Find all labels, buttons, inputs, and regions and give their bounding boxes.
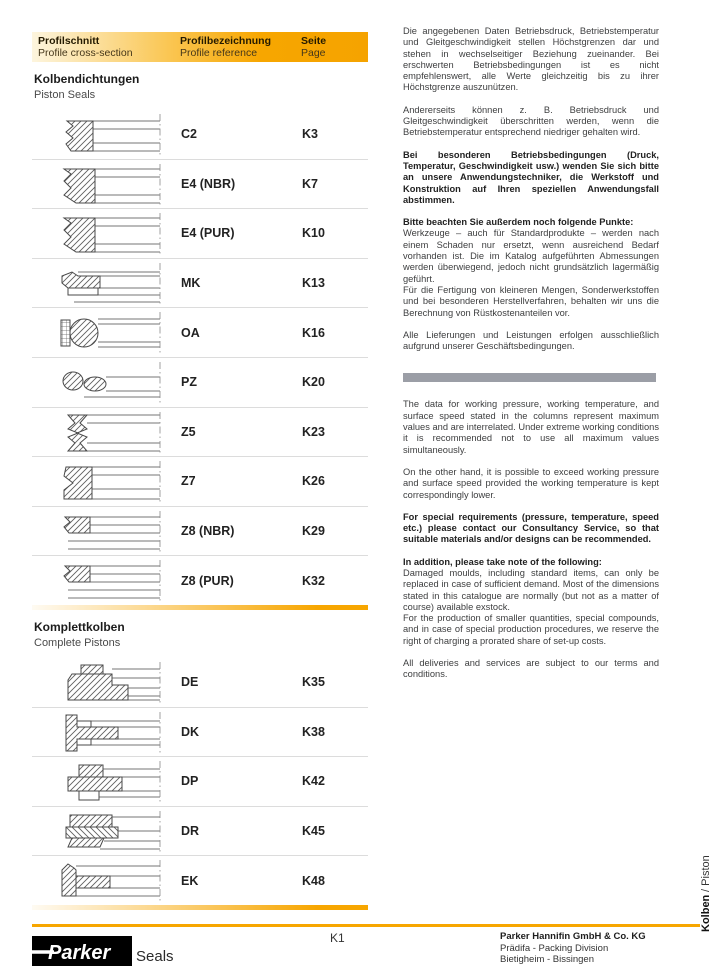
- paragraph-de: Werkzeuge – auch für Standardprodukte – werden nach einem Schaden nur ersetzt, wenn ausreichend Bedarf vorhanden ist. Die im Katalog aufgeführten Abmessungen werden überwiegend, jedoch nicht grundsätzlich lagermäßig geführt.: [403, 228, 659, 284]
- header-label-en: Profile cross-section: [38, 47, 133, 59]
- section-title-en: Complete Pistons: [34, 636, 121, 649]
- company-city: Bietigheim - Bissingen: [500, 954, 594, 965]
- company-division: Prädifa - Packing Division: [500, 942, 609, 954]
- cross-section-drawing-icon: [54, 410, 166, 456]
- cross-section-drawing-icon: [54, 261, 166, 307]
- section-title-en: Piston Seals: [34, 89, 96, 101]
- table-row: [32, 708, 368, 758]
- notes-column: [403, 26, 659, 692]
- header-label-en: Profile reference: [180, 47, 258, 59]
- paragraph-en-heading: In addition, please take note of the following:: [403, 556, 602, 567]
- cross-section-drawing-icon: [54, 310, 166, 356]
- paragraph-en-bold: For special requirements (pressure, temperature, speed etc.) please contact our Consultancy Service, so that suitable materials and/or designs can be recommended.: [403, 511, 659, 545]
- cross-section-drawing-icon: [54, 660, 166, 706]
- table-row: [32, 358, 368, 408]
- page-reference: K45: [302, 824, 325, 839]
- page-number: K1: [330, 931, 345, 945]
- section-heading-piston-seals: [34, 72, 368, 101]
- profile-reference: MK: [181, 276, 201, 291]
- paragraph-de: Die angegebenen Daten Betriebsdruck, Betriebstemperatur und Gleitgeschwindigkeit stellen Höchstgrenzen dar und stehen in wechselseitiger Beziehung zueinander. Bei erschwerten Betriebsbedingungen ist es nicht empfehlenswert, alle Werte gleichzeitig bis zu ihrer Höchstgrenze auszunützen.: [403, 26, 659, 93]
- paragraph-de: Alle Lieferungen und Leistungen erfolgen ausschließlich aufgrund unserer Geschäftsbedingungen.: [403, 329, 659, 352]
- cross-section-drawing-icon: [54, 710, 166, 756]
- profile-reference: DE: [181, 675, 199, 690]
- piston-seals-table: [32, 110, 368, 605]
- chapter-tab-label-en: / Piston: [700, 854, 712, 895]
- page-reference: K48: [302, 873, 325, 888]
- profile-reference: Z7: [181, 474, 196, 489]
- section-title-de: Kolbendichtungen: [34, 72, 140, 86]
- page-reference: K3: [302, 127, 318, 142]
- cross-section-drawing-icon: [54, 509, 166, 555]
- table-row: [32, 658, 368, 708]
- cross-section-drawing-icon: [54, 162, 166, 208]
- page-reference: K42: [302, 774, 325, 789]
- page-reference: K13: [302, 276, 325, 291]
- profile-reference: Z8 (PUR): [181, 573, 234, 588]
- paragraph-de-bold: Bei besonderen Betriebsbedingungen (Druck, Temperatur, Geschwindigkeit usw.) wenden Sie sich bitte an unsere Anwendungstechniker, die Werkstoff und Konstruktion auf Ihren speziellen Anwendungsfall abstimmen.: [403, 149, 659, 205]
- cross-section-drawing-icon: [54, 809, 166, 855]
- header-label-en: Page: [301, 47, 326, 59]
- page-reference: K35: [302, 675, 325, 690]
- page-reference: K16: [302, 325, 325, 340]
- profile-reference: C2: [181, 127, 197, 142]
- profile-reference: E4 (PUR): [181, 226, 235, 241]
- paragraph-en: On the other hand, it is possible to exceed working pressure and surface speed provided the working temperature is kept correspondingly lower.: [403, 466, 659, 500]
- complete-pistons-table: [32, 658, 368, 905]
- company-address-block: [500, 931, 646, 966]
- cross-section-drawing-icon: [54, 360, 166, 406]
- svg-text:Parker: Parker: [48, 942, 111, 964]
- header-label-de: Profilbezeichnung: [180, 35, 272, 47]
- paragraph-en: Damaged moulds, including standard items, can only be replaced in case of sufficient demand. Most of the dimensions stated in this catalogue are normally (but not as a matter of course) available exstock.: [403, 567, 659, 612]
- profile-reference: Z5: [181, 424, 196, 439]
- logo-suffix-label: Seals: [136, 948, 174, 965]
- table-row: [32, 308, 368, 358]
- page-reference: K10: [302, 226, 325, 241]
- cross-section-drawing-icon: [54, 459, 166, 505]
- table-row: [32, 556, 368, 605]
- profile-reference: DP: [181, 774, 199, 789]
- table-row: [32, 110, 368, 160]
- profile-reference: OA: [181, 325, 200, 340]
- company-name: Parker Hannifin GmbH & Co. KG: [500, 931, 646, 942]
- table-row: [32, 856, 368, 905]
- profile-reference: E4 (NBR): [181, 176, 236, 191]
- paragraph-en: All deliveries and services are subject to our terms and conditions.: [403, 658, 659, 680]
- section-heading-complete-pistons: [34, 620, 368, 649]
- cross-section-drawing-icon: [54, 112, 166, 158]
- chapter-tab: [700, 792, 712, 932]
- page-reference: K23: [302, 424, 325, 439]
- profile-reference: DK: [181, 724, 200, 739]
- cross-section-drawing-icon: [54, 759, 166, 805]
- page-reference: K7: [302, 176, 318, 191]
- table-row: [32, 209, 368, 259]
- chapter-tab-label-de: Kolben: [700, 894, 712, 932]
- header-col-profile-reference: [180, 35, 271, 59]
- page-reference: K20: [302, 375, 325, 390]
- profile-reference: Z8 (NBR): [181, 524, 235, 539]
- paragraph-de-heading: Bitte beachten Sie außerdem noch folgende Punkte:: [403, 217, 634, 228]
- paragraph-en: The data for working pressure, working temperature, and surface speed stated in the columns represent maximum values and are interrelated. Under extreme working conditions it is recommended not to use all maximum values simultaneously.: [403, 399, 659, 455]
- table-header-bar: [32, 32, 368, 62]
- page-reference: K38: [302, 724, 325, 739]
- profile-reference: DR: [181, 824, 200, 839]
- page-reference: K26: [302, 474, 325, 489]
- table-row: [32, 160, 368, 210]
- paragraph-de: Andererseits können z. B. Betriebsdruck und Gleitgeschwindigkeit überschritten werden, wenn die Betriebstemperatur entsprechend niedriger gehalten wird.: [403, 104, 659, 138]
- cross-section-drawing-icon: [54, 211, 166, 257]
- section-divider: [32, 605, 368, 610]
- parker-seals-logo: [32, 936, 174, 966]
- parker-logo-icon: [32, 936, 132, 966]
- profile-reference: PZ: [181, 375, 197, 390]
- cross-section-drawing-icon: [54, 858, 166, 904]
- profile-reference: EK: [181, 873, 199, 888]
- table-row: [32, 757, 368, 807]
- language-divider-bar: [403, 373, 656, 382]
- page-reference: K29: [302, 524, 325, 539]
- footer-rule: [32, 924, 700, 927]
- table-row: [32, 807, 368, 857]
- cross-section-drawing-icon: [54, 558, 166, 604]
- table-row: [32, 408, 368, 458]
- table-row: [32, 457, 368, 507]
- paragraph-en: For the production of smaller quantities, special compounds, and in case of special production procedures, we reserve the right of charging a prorated share of set-up costs.: [403, 613, 659, 646]
- profile-table-column: [32, 32, 368, 910]
- header-label-de: Seite: [301, 35, 327, 47]
- paragraph-de: Für die Fertigung von kleineren Mengen, Sonderwerkstoffen und bei besonderen Herstellverfahren, behalten wir uns die Berechnung von Rüstkostenanteilen vor.: [403, 284, 659, 318]
- header-label-de: Profilschnitt: [38, 35, 100, 47]
- table-row: [32, 259, 368, 309]
- table-row: [32, 507, 368, 557]
- section-title-de: Komplettkolben: [34, 619, 125, 634]
- header-col-page: [301, 35, 326, 59]
- section-divider: [32, 905, 368, 910]
- header-col-cross-section: [38, 35, 133, 59]
- page-reference: K32: [302, 573, 325, 588]
